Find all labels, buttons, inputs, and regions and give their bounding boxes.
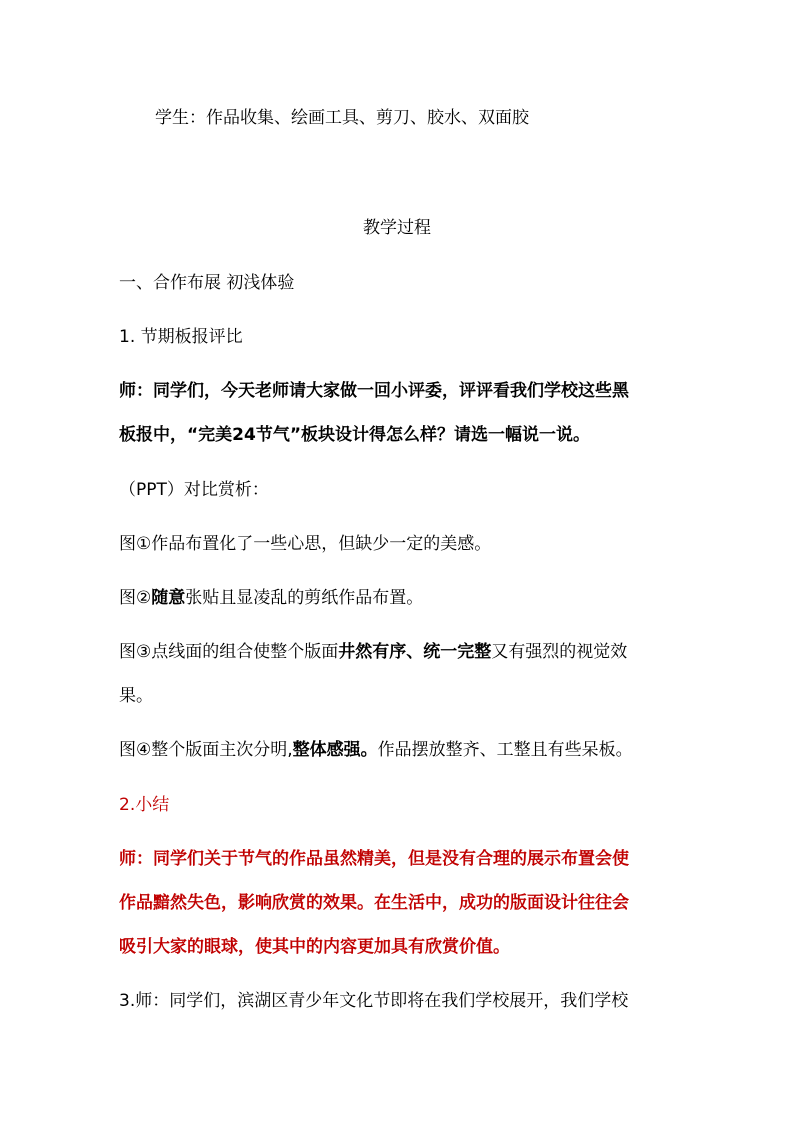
section-title: 教学过程 — [363, 218, 431, 238]
fig2-suffix: 张贴且显凌乱的剪纸作品布置。 — [185, 588, 424, 608]
fig2-prefix: 图② — [119, 588, 152, 608]
materials-students: 学生：作品收集、绘画工具、剪刀、胶水、双面胶 — [155, 108, 529, 128]
fig3-bold2: 统一完整 — [423, 642, 492, 662]
fig4-prefix: 图④整个版面主次分明, — [119, 740, 293, 760]
fig4-text — [119, 740, 633, 760]
fig2-bold: 随意 — [151, 588, 186, 608]
summary-line3: 吸引大家的眼球，使其中的内容更加具有欣赏价值。 — [119, 937, 510, 957]
ppt-label: （PPT）对比赏析： — [119, 480, 269, 500]
fig3-suffix: 又有强烈的视觉效 — [491, 642, 628, 662]
fig3-sep: 、 — [406, 642, 424, 662]
fig3-line2: 果。 — [119, 686, 153, 706]
item1-title: 1. 节期板报评比 — [119, 327, 243, 347]
summary-line1: 师：同学们关于节气的作品虽然精美，但是没有合理的展示布置会使 — [119, 849, 629, 869]
teacher-prompt-line2: 板报中，“完美24节气”板块设计得怎么样？请选一幅说一说。 — [119, 425, 591, 445]
fig3-text — [119, 642, 627, 662]
fig1-text: 图①作品布置化了一些心思，但缺少一定的美感。 — [119, 534, 492, 554]
fig3-bold1: 井然有序 — [338, 642, 407, 662]
fig4-bold: 整体感强。 — [292, 740, 378, 760]
fig2-text — [119, 588, 423, 608]
part-one-heading: 一、合作布展 初浅体验 — [119, 273, 295, 293]
teacher-prompt-line1: 师：同学们，今天老师请大家做一回小评委，评评看我们学校这些黑 — [119, 381, 629, 401]
fig3-prefix: 图③点线面的组合使整个版面 — [119, 642, 339, 662]
summary-line2: 作品黯然失色，影响欣赏的效果。在生活中，成功的版面设计往往会 — [119, 893, 629, 913]
fig4-suffix: 作品摆放整齐、工整且有些呆板。 — [377, 740, 633, 760]
item2-title: 2.小结 — [119, 795, 170, 815]
item3-line1: 3.师：同学们，滨湖区青少年文化节即将在我们学校展开，我们学校 — [119, 991, 629, 1011]
